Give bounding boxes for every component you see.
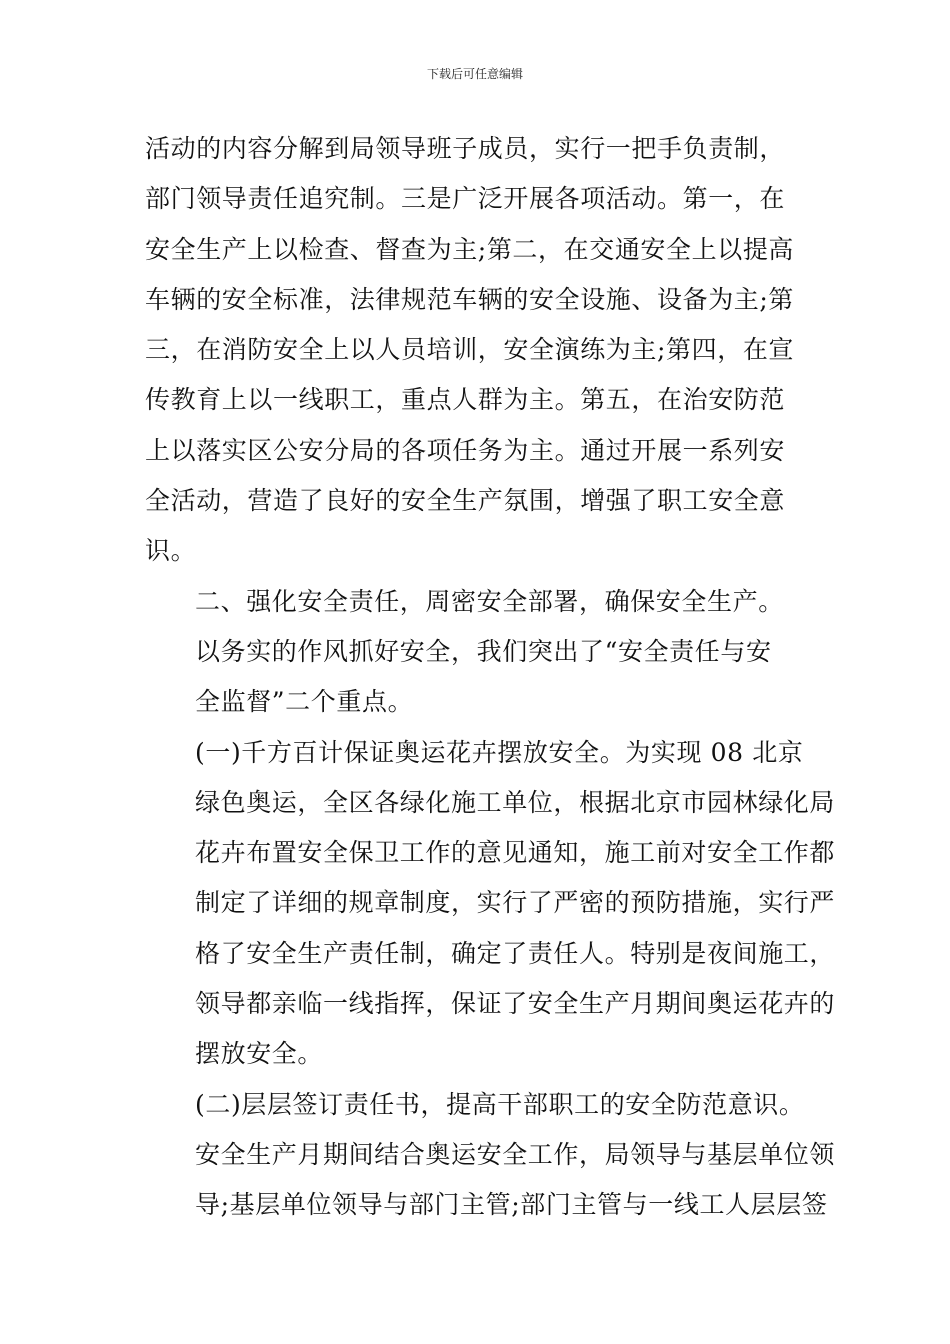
paragraph-1: 活动的内容分解到局领导班子成员，实行一把手负责制， 部门领导责任追究制。三是广泛开展各项活动。第一，在 安全生产上以检查、督查为主;第二，在交通安全上以提高 车辆的安全标准，法律规范车辆的安全设施、设备为主;第 三，在消防安全上以人员培训，安全演练为主;第四，在宣 传教育上以一线职工，重点人群为主。第五，在治安防范 上以落实区公安分局的各项任务为主。通过开展一系列安 全活动，营造了良好的安全生产氛围，增强了职工安全意 识。 (145, 134, 795, 566)
page-header: 下载后可任意编辑 (426, 67, 523, 81)
paragraph-5: (二)层层签订责任书，提高干部职工的安全防范意识。 安全生产月期间结合奥运安全工作，局领导与基层单位领 导;基层单位领导与部门主管;部门主管与一线工人层层签 (195, 1089, 836, 1220)
paragraph-4: (一)千方百计保证奥运花卉摆放安全。为实现 08 北京 绿色奥运，全区各绿化施工单位，根据北京市园林绿化局 花卉布置安全保卫工作的意见通知，施工前对安全工作都 制定了详细的规章制度，实行了严密的预防措施，实行严 格了安全生产责任制，确定了责任人。特别是夜间施工， 领导都亲临一线指挥，保证了安全生产月期间奥运花卉的 摆放安全。 (195, 737, 836, 1069)
paragraph-2-section-heading: 二、强化安全责任，周密安全部署，确保安全生产。 (195, 586, 784, 616)
paragraph-3: 以务实的作风抓好安全，我们突出了“安全责任与安 全监督”二个重点。 (195, 636, 772, 717)
document-body (145, 124, 836, 1231)
